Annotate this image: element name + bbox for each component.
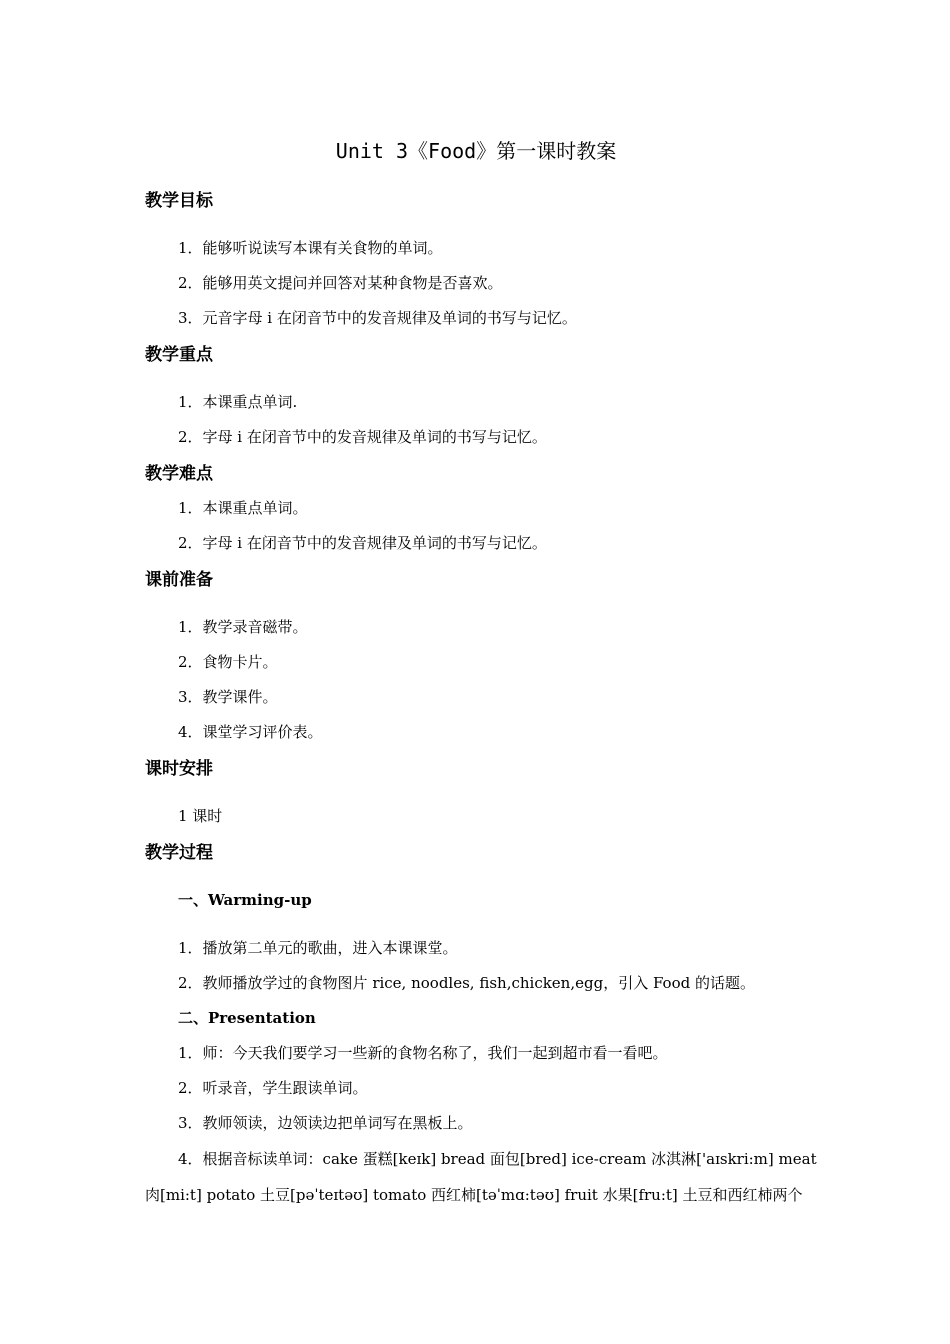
preparation-item-4: 4．课堂学习评价表。: [178, 723, 323, 741]
document-page: [145, 0, 817, 1344]
preparation-item-2: 2．食物卡片。: [178, 653, 278, 671]
warmup-heading: 一、Warming-up: [178, 891, 312, 909]
objective-item-2: 2．能够用英文提问并回答对某种食物是否喜欢。: [178, 274, 503, 292]
document-title: Unit 3《Food》第一课时教案: [335, 139, 617, 163]
warmup-item-1: 1．播放第二单元的歌曲，进入本课课堂。: [178, 939, 458, 957]
process-heading: 教学过程: [145, 843, 213, 863]
presentation-item-3: 3．教师领读，边领读边把单词写在黑板上。: [178, 1114, 473, 1132]
key-points-heading: 教学重点: [145, 345, 213, 365]
difficulty-item-2: 2．字母 i 在闭音节中的发音规律及单词的书写与记忆。: [178, 534, 547, 552]
presentation-item-4-line-1: 4．根据音标读单词：cake 蛋糕[keɪk] bread 面包[bred] ice-cream 冰淇淋['aɪskri:m] meat: [178, 1150, 817, 1168]
key-point-item-2: 2．字母 i 在闭音节中的发音规律及单词的书写与记忆。: [178, 428, 547, 446]
presentation-heading: 二、Presentation: [178, 1009, 316, 1027]
key-point-item-1: 1．本课重点单词.: [178, 393, 298, 411]
objective-item-1: 1．能够听说读写本课有关食物的单词。: [178, 239, 443, 257]
preparation-item-3: 3．教学课件。: [178, 688, 278, 706]
warmup-item-2: 2．教师播放学过的食物图片 rice, noodles, fish,chicken,egg，引入 Food 的话题。: [178, 974, 755, 992]
schedule-heading: 课时安排: [145, 759, 213, 779]
objectives-heading: 教学目标: [145, 191, 213, 211]
presentation-item-4-line-2: 肉[mi:t] potato 土豆[pəˈteɪtəʊ] tomato 西红柿[təˈmɑ:təʊ] fruit 水果[fru:t] 土豆和西红柿两个: [145, 1186, 803, 1204]
preparation-heading: 课前准备: [145, 570, 213, 590]
objective-item-3: 3．元音字母 i 在闭音节中的发音规律及单词的书写与记忆。: [178, 309, 577, 327]
presentation-item-1: 1．师：今天我们要学习一些新的食物名称了，我们一起到超市看一看吧。: [178, 1044, 668, 1062]
difficulty-item-1: 1．本课重点单词。: [178, 499, 308, 517]
presentation-item-2: 2．听录音，学生跟读单词。: [178, 1079, 368, 1097]
preparation-item-1: 1．教学录音磁带。: [178, 618, 308, 636]
schedule-text: 1 课时: [178, 807, 223, 825]
difficulties-heading: 教学难点: [145, 464, 213, 484]
